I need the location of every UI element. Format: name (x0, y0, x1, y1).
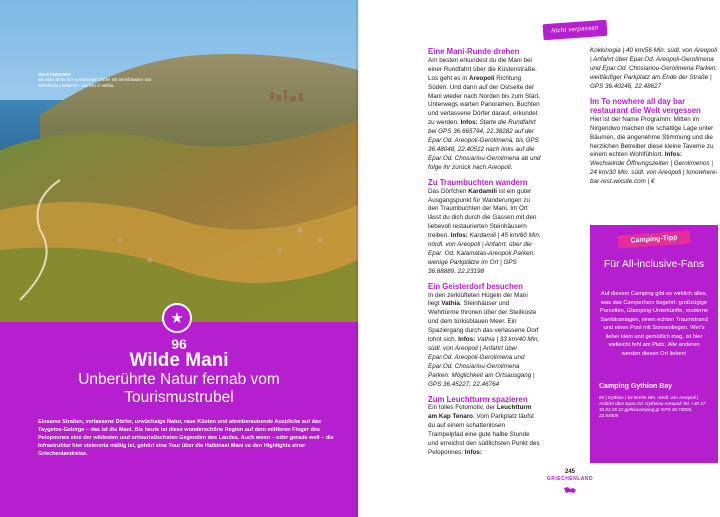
column-left (428, 47, 541, 463)
camping-details: €€ | Gythion | 53 km/55 Min. nördl. von Areopoli | Anfahrt über Epar.Od. Gytheiou Areopoli Tel. +30 27 33 02 25 22 gythiocamping.gr GPS 36.73003, 22.54505 (599, 395, 706, 418)
section-text: Ein tolles Fotomotiv, der Leuchtturm am Kap Tenaro. Vom Parkplatz läufst du auf einem schattenlosen Trampelpfad eine gute halbe Stunde und erreichst den südlichsten Punkt des Peloponnes. Infos: (428, 404, 540, 456)
camping-name: Camping Gythion Bay (599, 383, 673, 390)
country-label: GRIECHENLAND (546, 476, 594, 482)
tour-intro: Einsame Straßen, verlassene Dörfer, urwüchsige Natur, raue Küsten und atemberaubende Ausblicke auf das Taygetos-Gebirge – das ist die Mani. Bis heute ist diese wunderschöne Region auf dem mittleren Finger des Peloponnes eine der wildesten und untouristischsten Gegenden des Landes. Auch wenn – oder gerade weil – die Infrastruktur hier vielerorts mäßig ist, gehört eine Tour über die Halbinsel Mani zu den Highlights einer Griechenlandreise. (38, 419, 334, 457)
photo-caption (38, 72, 158, 88)
section-heading: Im To nowhere all day bar restaurant die Welt vergessen (590, 96, 701, 115)
photo-caption-title: GEISTERDORF (38, 72, 72, 77)
section-heading: Ein Geisterdorf besuchen (428, 281, 523, 291)
map-icon (563, 486, 577, 494)
section-heading: Zum Leuchtturm spazieren (428, 394, 528, 404)
landscape-photo (0, 0, 358, 322)
camping-text: Auf diesem Camping gibt es wirklich alles, was das Camperherz begehrt: großzügige Parzellen, Glamping-Unterkünfte, moderne Sanitäranlagen, einen echten Traumstrand und einen Pool mit Sonnenliegen. Wer's lieber klein und gemütlich mag, ist hier vielleicht fehl am Platz. Alle anderen werden diesen Ort lieben! (599, 291, 709, 357)
left-page (0, 0, 358, 517)
photo-caption-text: Wo Mani ist für ihre verlassenen Dörfer mit Steinhäusern und Wehrtürmen bekannt – wie hier in Vathia. (38, 77, 152, 88)
section-text: Am besten erkundest du die Mani bei einer Rundfahrt über die Küstenstraße. Los geht es in Areopoli Richtung Süden. Und dann auf der Ostseite der Mani wieder nach Norden bis zum Start. Unterwegs warten Panoramen, Buchten und verlassene Dörfer darauf, erkundet zu werden. Infos: Starte die Rundfahrt bei GPS 36.665794, 22.38282 auf der Epar.Od. Areopoli-Gerolimena, bis GPS 36.48048, 22.40512 nach links auf die Epar.Od. Chosiariou-Gerolimena ab und folge ihr zurück nach Areopoli. (428, 56, 541, 171)
section-heading: Zu Traumbuchten wandern (428, 177, 528, 187)
tour-title: Wilde Mani (129, 350, 229, 371)
tour-number: 96 (171, 336, 187, 352)
nicht-verpassen-tag: Nicht verpassen (543, 20, 608, 40)
camping-tip-label: Camping-Tipp (618, 231, 691, 249)
column-right (590, 47, 718, 192)
section-heading: Eine Mani-Runde drehen (428, 47, 520, 56)
tour-subtitle: Unberührte Natur fernab vom Tourismustrubel (78, 371, 280, 406)
section-continuation: Kokkinogia | 40 km/56 Min. südl. von Areopoli | Anfahrt über Epar.Od. Areopoli-Gerolimena und Epar.Od. Chosiariou-Gerolimena Parken: weitläufiger Parkplatz am Ende der Straße | GPS 36.40246, 22.48627 (590, 47, 718, 90)
section-text: Hier ist der Name Programm: Mitten im Nirgendwo machen die schattige Lage unter Bäumen, die angenehme Stimmung und die herzlichen Betreiber diese kleine Taverne zu einem echten Wohlfühlort. Infos: Wechselnde Öffnungszeiten | Gerolimenos | 24 km/30 Min. südl. von Areopoli | tonowhere-bar-rest.wixsite.com | € (590, 115, 718, 186)
section-text: Das Dörfchen Kardamili ist ein guter Ausgangspunkt für Wanderungen zu den Traumbuchten der Mani. Im Ort lässt du dich durch die Gassen mit den liebevoll restaurierten Steinhäusern treiben. Infos: Kardamili | 45 km/60 Min. nördl. von Areopoli | Anfahrt: über die Epar. Od. Kalamatas-Areopoli Parken: wenige Parkplätze im Ort | GPS 36.88889, 22.23198 (428, 187, 541, 275)
camping-heading: Für All-inclusive-Fans (603, 258, 705, 270)
star-icon: ★ (162, 303, 192, 333)
page-number: 245 (564, 469, 575, 475)
camping-tip-box (590, 225, 718, 463)
section-text: In den zerklüfteten Hügeln der Mani liegt Vathia. Steinhäuser und Wehrtürme thronen über der Steilküste und dem türkisblauen Meer. Ein Spaziergang durch das verlassene Dorf lohnt sich. Infos: Vathia | 33 km/40 Min. südl. von Areopoli | Anfahrt über Epar.Od. Areopoli-Gerolimena und Epar.Od. Chosiariou-Gerolimena Parken: Möglichkeit am Ortsausgang | GPS 36.45227, 22.46764 (428, 291, 540, 388)
